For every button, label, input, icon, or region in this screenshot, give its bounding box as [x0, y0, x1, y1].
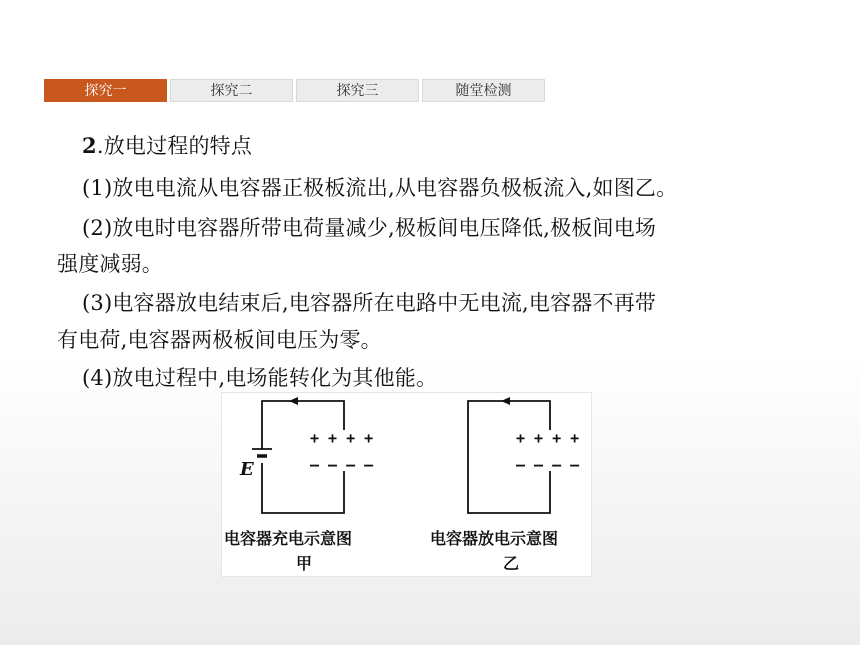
section-title: .放电过程的特点: [96, 134, 253, 158]
tab-class-test[interactable]: 随堂检测: [422, 79, 545, 102]
capacitor-figure: [221, 392, 592, 577]
paragraph-1: (1)放电电流从电容器正极板流出,从电容器负极板流入,如图乙。: [82, 176, 678, 200]
tab-bar: [44, 79, 545, 102]
charging-arrow-icon: [289, 397, 298, 405]
discharging-minus-plate: – – – –: [516, 456, 580, 474]
paragraph-2-cont: 强度减弱。: [57, 252, 163, 276]
charging-minus-plate: – – – –: [310, 456, 374, 474]
section-number: 2: [82, 133, 97, 158]
discharging-plus-plate: + + + +: [516, 429, 580, 447]
discharging-caption: 电容器放电示意图: [430, 529, 559, 548]
discharging-sub-label: 乙: [503, 554, 520, 573]
tab-explore-1[interactable]: 探究一: [44, 79, 167, 102]
charging-plus-plate: + + + +: [310, 429, 374, 447]
discharging-arrow-icon: [501, 397, 510, 405]
paragraph-3-cont: 有电荷,电容器两极板间电压为零。: [57, 328, 382, 352]
tab-explore-2[interactable]: 探究二: [170, 79, 293, 102]
charging-caption: 电容器充电示意图: [224, 529, 353, 548]
battery-label: E: [240, 459, 254, 480]
paragraph-2: (2)放电时电容器所带电荷量减少,极板间电压降低,极板间电场: [82, 216, 657, 240]
charging-sub-label: 甲: [296, 554, 313, 573]
tab-explore-3[interactable]: 探究三: [296, 79, 419, 102]
paragraph-4: (4)放电过程中,电场能转化为其他能。: [82, 366, 438, 390]
section-heading: [82, 130, 252, 160]
paragraph-3: (3)电容器放电结束后,电容器所在电路中无电流,电容器不再带: [82, 291, 657, 315]
